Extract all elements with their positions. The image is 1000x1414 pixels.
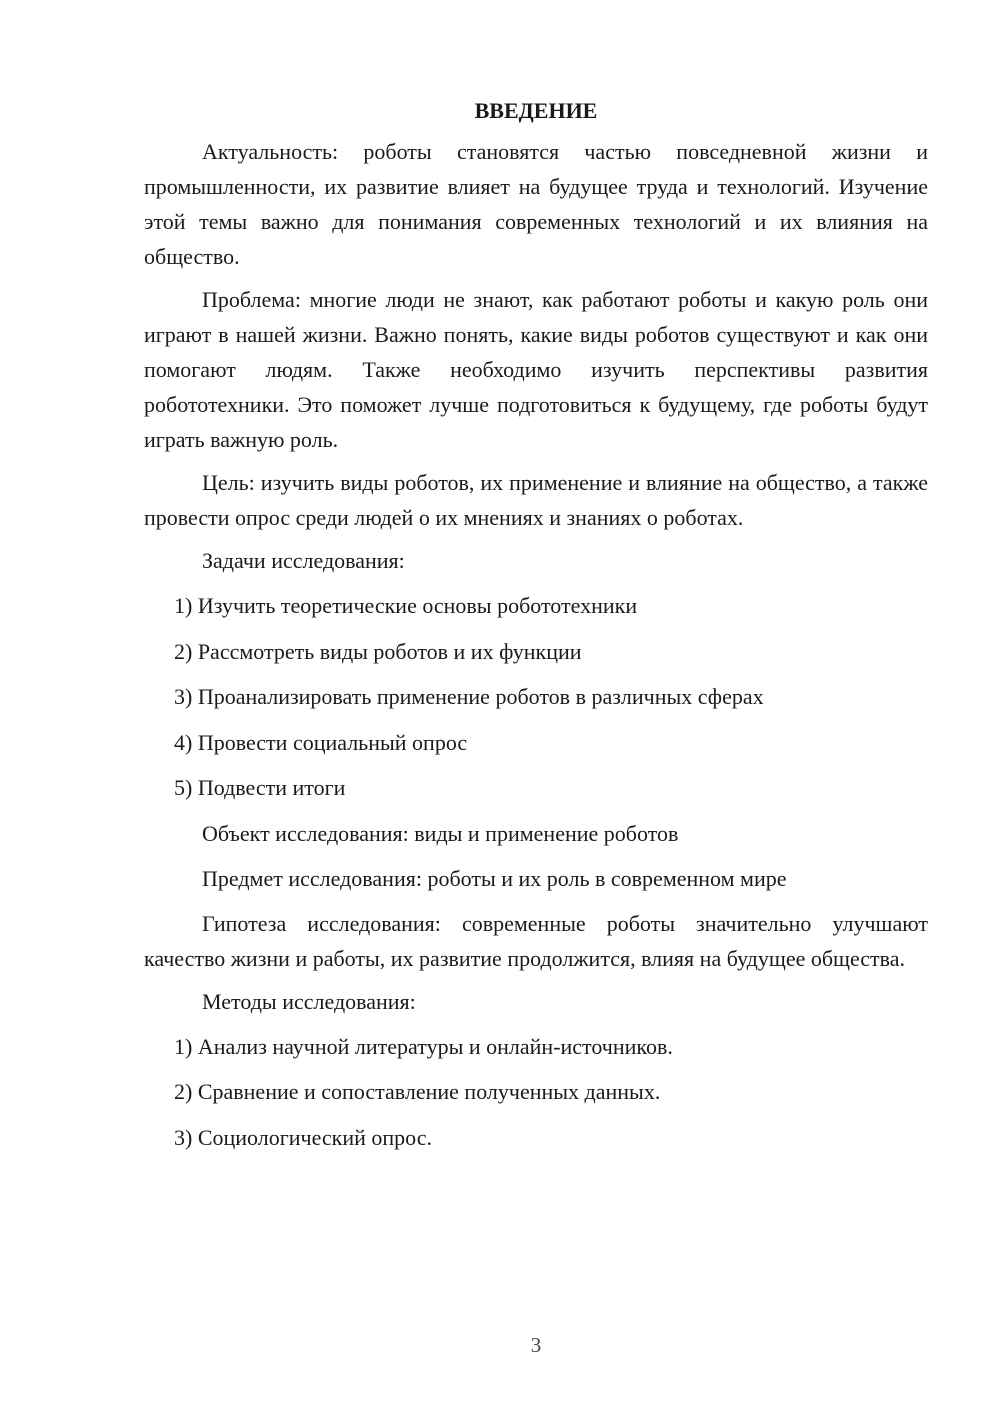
methods-list <box>144 1029 928 1155</box>
hypothesis-paragraph: Гипотеза исследования: современные роботы значительно улучшают качество жизни и работы, их развитие продолжится, влияя на будущее общества. <box>144 910 928 971</box>
task-item: 1) Изучить теоретические основы робототехники <box>174 593 638 618</box>
research-subject: Предмет исследования: роботы и их роль в современном мире <box>202 865 787 891</box>
task-item: 3) Проанализировать применение роботов в различных сферах <box>174 684 764 709</box>
relevance-paragraph: Актуальность: роботы становятся частью повседневной жизни и промышленности, их развитие влияет на будущее труда и технологий. Изучение этой темы важно для понимания современных технологий и их влияния на общество. <box>144 139 928 269</box>
problem-paragraph: Проблема: многие люди не знают, как работают роботы и какую роль они играют в нашей жизни. Важно понять, какие виды роботов существуют и как они помогают людям. Также необходимо изучить перспективы развития робототехники. Это поможет лучше подготовиться к будущему, где роботы будут играть важную роль. <box>144 287 928 452</box>
document-page <box>144 96 928 1165</box>
method-item: 2) Сравнение и сопоставление полученных данных. <box>174 1079 661 1104</box>
method-item: 1) Анализ научной литературы и онлайн-источников. <box>174 1033 673 1059</box>
task-item: 2) Рассмотреть виды роботов и их функции <box>174 638 582 664</box>
tasks-label: Задачи исследования: <box>202 548 405 573</box>
research-object: Объект исследования: виды и применение роботов <box>202 820 679 846</box>
tasks-list <box>144 588 928 805</box>
page-number: 3 <box>530 1333 542 1357</box>
methods-label: Методы исследования: <box>202 988 416 1014</box>
goal-paragraph: Цель: изучить виды роботов, их применение и влияние на общество, а также провести опрос среди людей о их мнениях и знаниях о роботах. <box>144 470 928 530</box>
section-heading: ВВЕДЕНИЕ <box>474 98 598 123</box>
method-item: 3) Социологический опрос. <box>174 1124 432 1150</box>
task-item: 4) Провести социальный опрос <box>174 729 468 755</box>
task-item: 5) Подвести итоги <box>174 775 346 800</box>
